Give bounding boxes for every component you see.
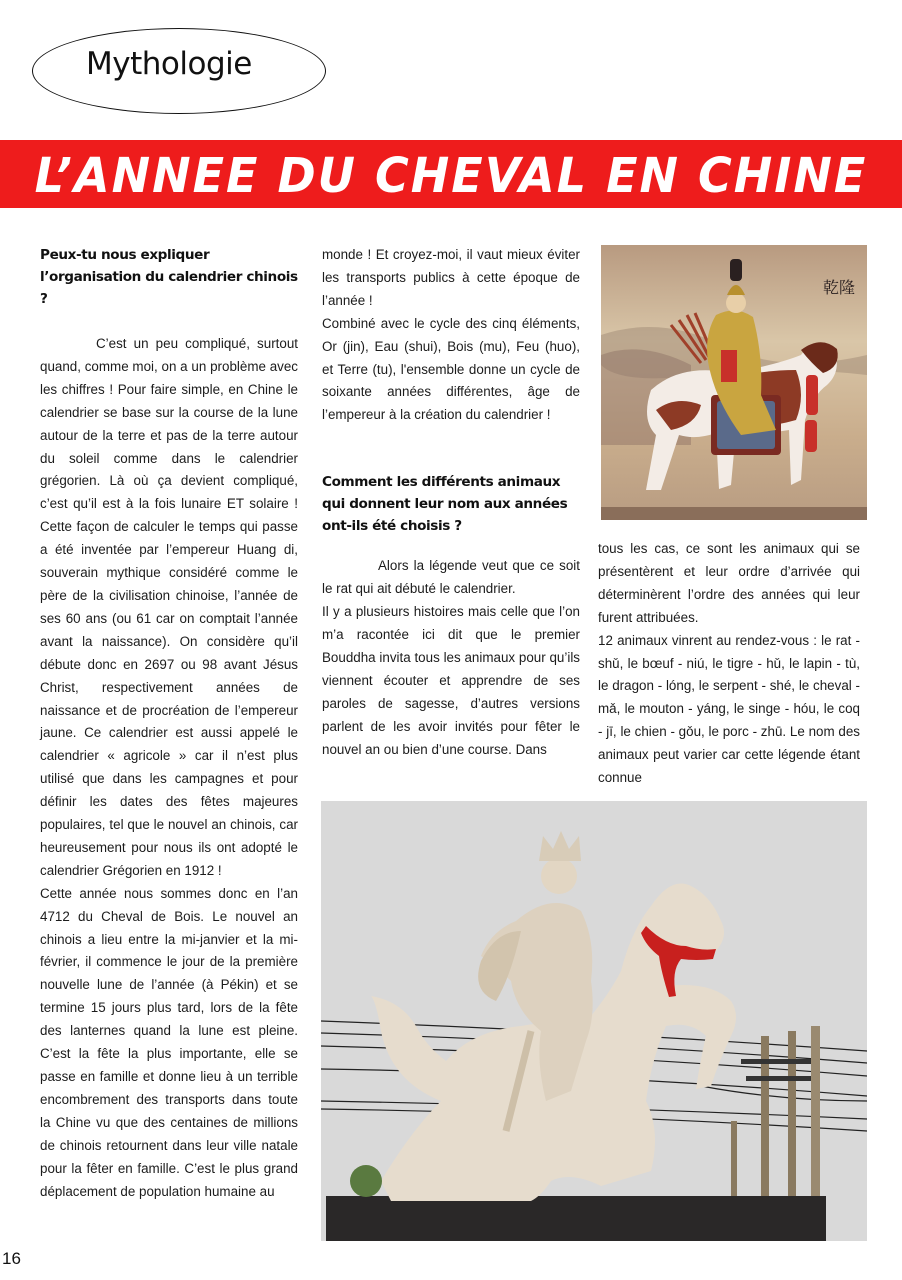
column-2 [322, 244, 580, 761]
question-heading-1: Peux-tu nous expliquer l’organisation du calendrier chinois ? [40, 247, 298, 307]
question-heading-2: Comment les différents animaux qui donnent leur nom aux années ont-ils été choisis ? [322, 474, 568, 535]
statue-illustration [321, 801, 867, 1241]
answer-2-paragraph-2-part-1: Il y a plusieurs histoires mais celle que l’on m’a racontée ici dit que le premier Bouddha invita tous les animaux pour qu’ils viennent écouter et apprendre de ses paroles de sagesse, d’autres versions parlent de les avoir invités pour fêter le nouvel an ou bien d’une course. Dans [322, 604, 580, 757]
column-1 [40, 244, 298, 1203]
answer-2-paragraph-2-part-2: tous les cas, ce sont les animaux qui se présentèrent et leur ordre d’arrivée qui déterminèrent l’ordre des années qui leur furent attribuées. [598, 541, 860, 625]
painting-caption: 乾隆 [823, 278, 856, 297]
answer-2-paragraph-3: 12 animaux vinrent au rendez-vous : le rat - shǔ, le bœuf - niú, le tigre - hǔ, le lapin - tù, le dragon - lóng, le serpent - shé, le cheval - mǎ, le mouton - yáng, le singe - hóu, le coq - jī, le chien - gǒu, le porc - zhū. Le nom des animaux peut varier car cette légende étant connue [598, 632, 860, 786]
page-number: 16 [2, 1249, 21, 1268]
horse-statue-image [321, 801, 867, 1241]
painting-illustration [601, 245, 867, 520]
column-3 [598, 538, 860, 790]
answer-1-paragraph-2-part-1: Cette année nous sommes donc en l’an 4712 du Cheval de Bois. Le nouvel an chinois a lieu entre la mi-janvier et la mi-février, il commence le jour de la première nouvelle lune de l’année (à Pékin) et se termine 15 jours plus tard, lors de la fête des lanternes quand la lune est pleine. C’est la fête la plus importante, elle se passe en famille et donne lieu à un terrible encombrement des transports dans toute la Chine vu que des centaines de millions de chinois retournent dans leur ville natale pour la fêter en famille. C’est le plus grand déplacement de population humaine au [40, 885, 298, 1199]
emperor-painting-image [601, 245, 867, 520]
article-title: L’ANNEE DU CHEVAL EN CHINE [34, 146, 868, 204]
section-label: Mythologie [86, 46, 252, 82]
title-banner [0, 140, 902, 208]
answer-2-paragraph-1: Alors la légende veut que ce soit le rat qui ait débuté le calendrier. [322, 558, 580, 597]
answer-1-paragraph-1: C’est un peu compliqué, surtout quand, comme moi, on a un problème avec les chiffres ! Pour faire simple, en Chine le calendrier se base sur la course de la lune autour de la terre et pas de la terre autour du soleil comme dans le calendrier grégorien. Là où ça devient compliqué, c’est qu’il est à la fois lunaire ET solaire ! Cette façon de calculer le temps qui passe a été inventée par l’empereur Huang di, souverain mythique considéré comme le père de la civilisation chinoise, l’année de ses 60 ans (ou 61 car on comptait l’année avant la naissance). On considère qu’il débute donc en 2697 ou 98 avant Jésus Christ, respectivement années de naissance et de procréation de l’empereur jaune. Ce calendrier est aussi appelé le calendrier « agricole » car il n’est plus utilisé que dans les campagnes et pour définir les dates des fêtes majeures populaires, tel que le nouvel an chinois, car heureusement pour nous ils ont adopté le calendrier Grégorien en 1912 ! [40, 336, 298, 878]
answer-1-paragraph-3: Combiné avec le cycle des cinq éléments, Or (jin), Eau (shui), Bois (mu), Feu (huo), et Terre (tu), l'ensemble donne un cycle de soixante années différentes, âge de l’empereur à la création du calendrier ! [322, 315, 580, 423]
answer-1-paragraph-2-part-2: monde ! Et croyez-moi, il vaut mieux éviter les transports publics à cette époque de l’année ! [322, 247, 580, 308]
statue-plinth [326, 1196, 826, 1241]
